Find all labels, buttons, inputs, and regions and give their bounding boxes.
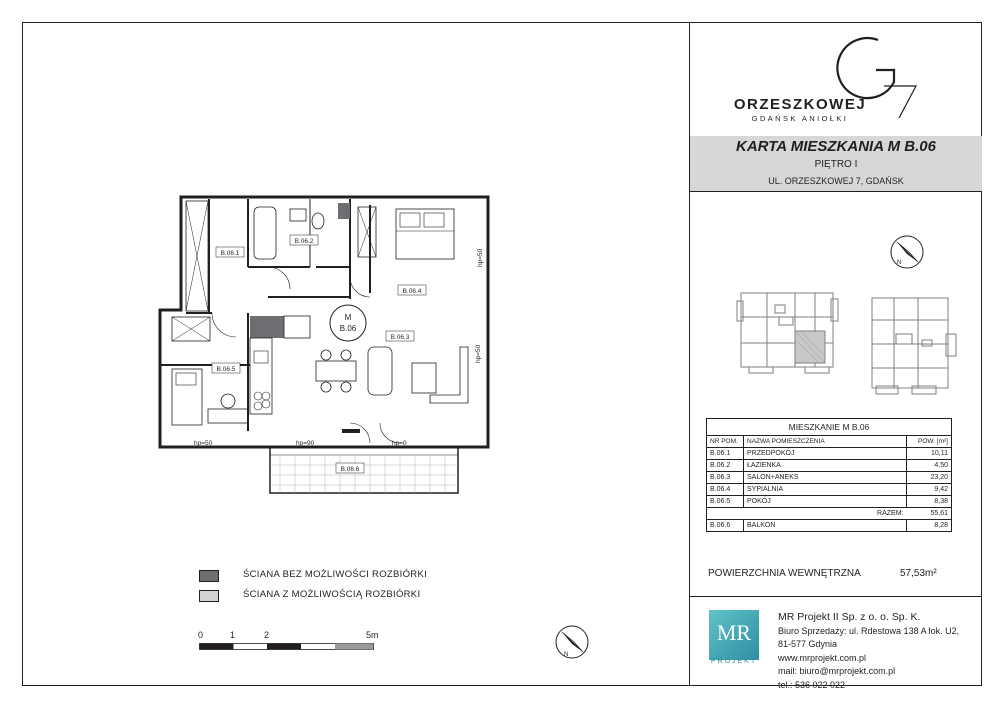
table-header-cell: POW. [m²]: [907, 436, 952, 448]
company-office: Biuro Sprzedaży: ul. Rdestowa 138 A lok. U2,: [778, 625, 960, 636]
company-phone: tel.: 536 022 022: [778, 679, 846, 690]
apartment-code-number: B.06: [339, 324, 357, 333]
room-schedule-table: [706, 418, 952, 532]
window-height-mark: hp=50: [477, 248, 484, 267]
key-plan-left: [735, 287, 840, 375]
card-title: KARTA MIESZKANIA M B.06: [735, 138, 936, 155]
room-label: B.06.3: [390, 334, 410, 341]
room-name: POKÓJ: [744, 496, 907, 508]
room-area: 10,11: [907, 448, 952, 460]
table-row: [707, 472, 952, 484]
apartment-code-letter: M: [344, 313, 352, 322]
window-height-mark: hp=50: [475, 344, 482, 363]
brand-name: ORZESZKOWEJ: [733, 96, 867, 113]
company-info: [778, 611, 959, 692]
room-area: 23,20: [907, 472, 952, 484]
legend-label: ŚCIANA BEZ MOŻLIWOŚCI ROZBIÓRKI: [243, 569, 428, 580]
room-number: B.06.3: [707, 472, 744, 484]
room-number: B.06.4: [707, 484, 744, 496]
table-heading: MIESZKANIE M B.06: [707, 419, 952, 436]
title-block-rule: [690, 596, 982, 597]
floor-plan: [150, 185, 500, 505]
company-name: MR Projekt II Sp. z o. o. Sp. K.: [778, 611, 921, 623]
room-area: 8,28: [907, 520, 952, 532]
room-number: B.06.2: [707, 460, 744, 472]
compass-letter: N: [564, 652, 569, 658]
internal-area-label: POWIERZCHNIA WEWNĘTRZNA: [708, 568, 861, 579]
scale-tick-label: 1: [230, 630, 236, 640]
company-web[interactable]: www.mrprojekt.com.pl: [778, 652, 867, 663]
scale-tick-label: 0: [198, 630, 204, 640]
room-name: BALKON: [744, 520, 907, 532]
room-number: B.06.5: [707, 496, 744, 508]
table-row: [707, 460, 952, 472]
compass-icon: [550, 620, 594, 664]
total-value: 55,61: [907, 508, 952, 520]
legend-item: [199, 570, 499, 584]
scale-tick-label: 2: [264, 630, 270, 640]
room-label: B.06.5: [216, 366, 236, 373]
company-mail[interactable]: mail: biuro@mrprojekt.com.pl: [778, 666, 896, 676]
internal-area-value: 57,53m²: [900, 568, 937, 579]
table-row: [707, 520, 952, 532]
window-height-mark: hp=90: [296, 440, 315, 447]
compass-letter: N: [897, 260, 902, 266]
card-floor: PIĘTRO I: [814, 159, 858, 170]
room-number: B.06.1: [707, 448, 744, 460]
brand: [720, 96, 880, 123]
card-address: UL. ORZESZKOWEJ 7, GDAŃSK: [768, 176, 904, 186]
room-area: 8,38: [907, 496, 952, 508]
table-total-row: [707, 508, 952, 520]
room-number: B.06.6: [707, 520, 744, 532]
room-label: B.06.6: [340, 466, 360, 473]
table-header-cell: NR POM.: [707, 436, 744, 448]
table-row: [707, 496, 952, 508]
table-row: [707, 448, 952, 460]
table-row: [707, 484, 952, 496]
total-label: RAZEM:: [707, 508, 907, 520]
room-name: ŁAZIENKA: [744, 460, 907, 472]
room-label: B.06.1: [220, 250, 240, 257]
legend-swatch-light: [199, 590, 219, 602]
window-height-mark: hp=50: [194, 440, 213, 447]
room-name: SALON+ANEKS: [744, 472, 907, 484]
key-plan-right: [866, 294, 961, 398]
title-block-rule: [690, 191, 982, 192]
room-area: 9,42: [907, 484, 952, 496]
room-area: 4,50: [907, 460, 952, 472]
title-block-divider: [689, 22, 690, 686]
room-name: PRZEDPOKÓJ: [744, 448, 907, 460]
legend-swatch-dark: [199, 570, 219, 582]
company-logo-subtitle: PROJEKT: [710, 658, 758, 665]
room-name: SYPIALNIA: [744, 484, 907, 496]
window-height-mark: hp=0: [392, 440, 407, 447]
room-label: B.06.4: [402, 288, 422, 295]
brand-subtitle: GDAŃSK ANIOŁKI: [751, 114, 849, 123]
scale-tick-label: 5m: [366, 630, 379, 640]
legend-item: [199, 590, 499, 604]
company-logo-text: MR: [716, 620, 752, 645]
room-label: B.06.2: [294, 238, 314, 245]
company-city: 81-577 Gdynia: [778, 639, 838, 649]
legend-label: ŚCIANA Z MOŻLIWOŚCIĄ ROZBIÓRKI: [243, 589, 421, 600]
scale-bar-graphic: [199, 643, 381, 651]
compass-icon: [885, 230, 929, 274]
table-header-cell: NAZWA POMIESZCZENIA: [744, 436, 907, 448]
